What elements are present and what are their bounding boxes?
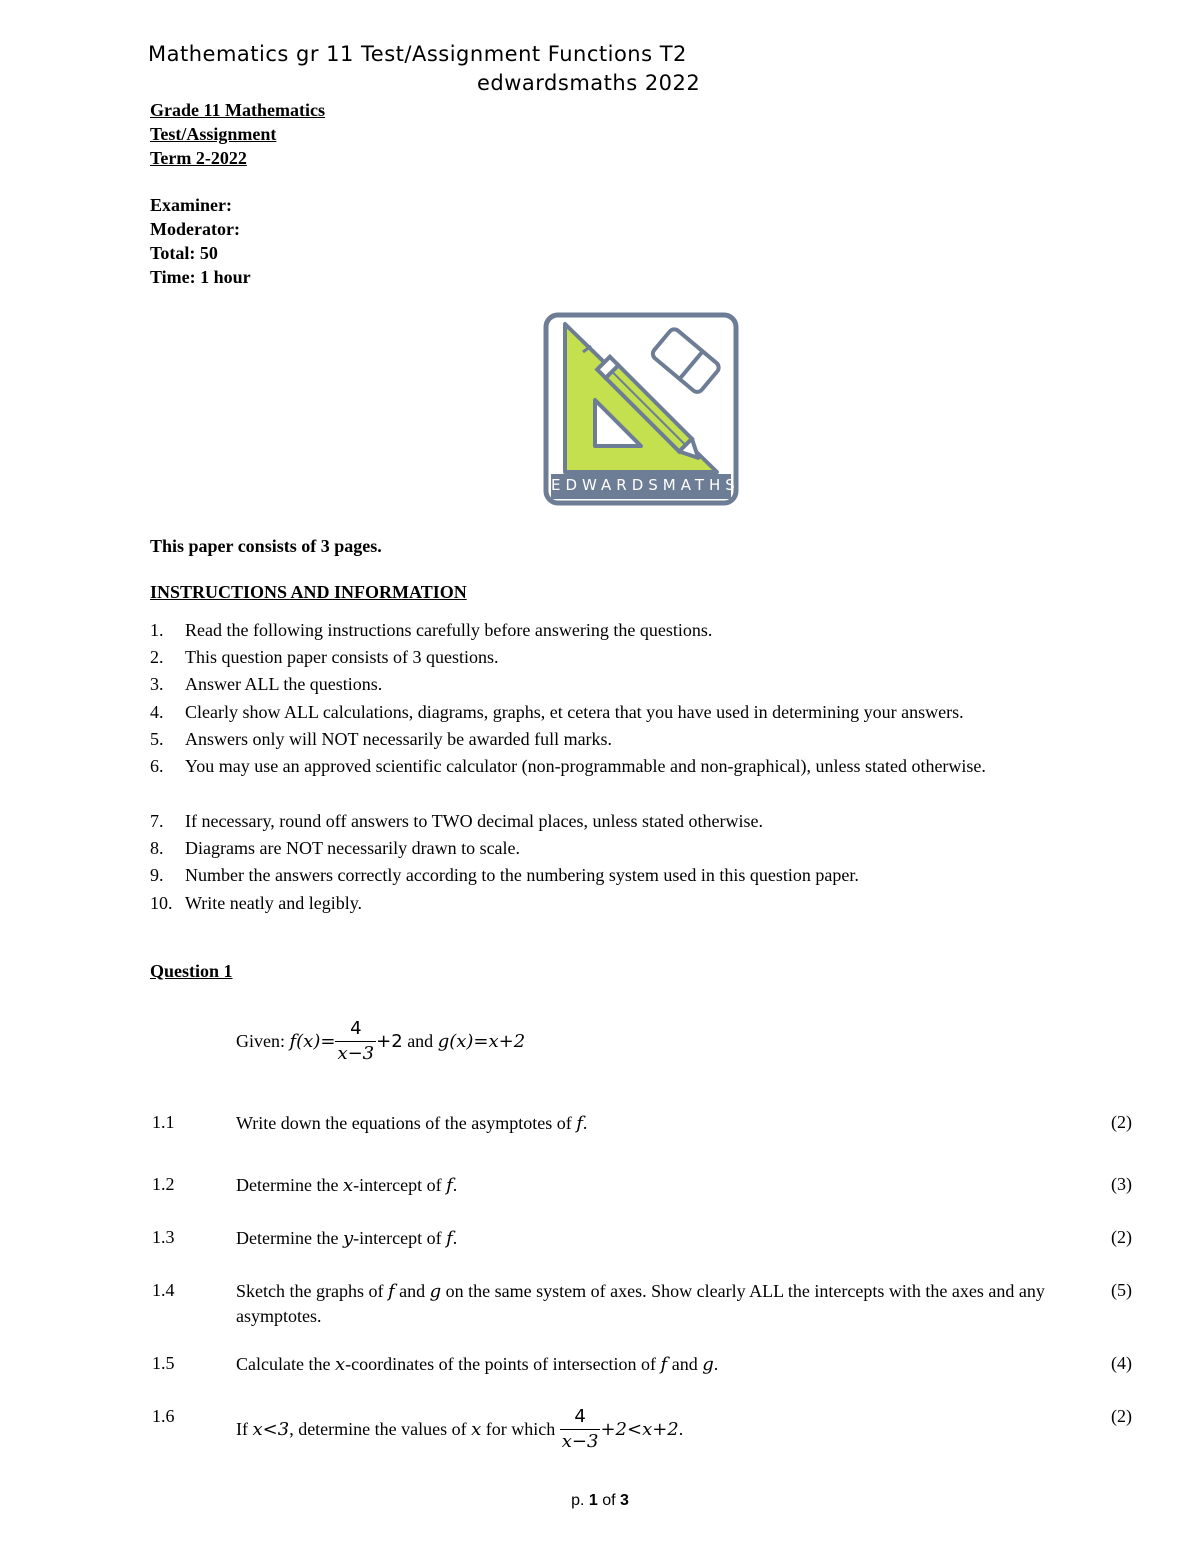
list-item-text: Number the answers correctly according to the numbering system used in this question paper.	[185, 865, 859, 885]
list-item-text: Diagrams are NOT necessarily drawn to scale.	[185, 838, 521, 858]
f-definition: f(x)=	[289, 1031, 336, 1052]
moderator: Moderator:	[150, 219, 240, 239]
list-item-number: 2.	[150, 647, 164, 667]
pages-note: This paper consists of 3 pages.	[150, 536, 382, 556]
question-text: If x<3, determine the values of x for which $\frac{4}{x-3}$ +2<x+2.	[236, 1406, 684, 1452]
f-numerator: 4	[350, 1018, 362, 1039]
list-item-text: You may use an approved scientific calculator (non-programmable and non-graphical), unless stated otherwise.	[185, 756, 986, 776]
list-item-number: 7.	[150, 811, 164, 831]
footer-prefix: p.	[571, 1492, 589, 1509]
test-type: Test/Assignment	[150, 124, 277, 144]
inequality-fraction: $\frac{4}{x-3}$	[561, 1406, 599, 1452]
question-number: 1.5	[152, 1353, 175, 1373]
list-item-text: Read the following instructions carefully before answering the questions.	[185, 620, 713, 640]
list-item-number: 4.	[150, 702, 164, 722]
list-item-number: 6.	[150, 756, 164, 776]
given-label: Given:	[236, 1031, 290, 1051]
list-item-number: 10.	[150, 893, 173, 913]
question-marks: (2)	[1111, 1227, 1132, 1247]
question-number: 1.6	[152, 1406, 175, 1426]
question-number: 1.3	[152, 1227, 175, 1247]
footer-page: 1	[588, 1492, 598, 1509]
question-number: 1.4	[152, 1280, 175, 1300]
list-item-text: If necessary, round off answers to TWO decimal places, unless stated otherwise.	[185, 811, 763, 831]
question-1-heading: Question 1	[150, 961, 233, 981]
question-text: Calculate the x-coordinates of the points of intersection of f and g.	[236, 1354, 719, 1375]
question-number: 1.1	[152, 1112, 175, 1132]
f-denominator: x−3	[337, 1043, 375, 1064]
list-item-text: Answer ALL the questions.	[185, 674, 383, 694]
grade-title: Grade 11 Mathematics	[150, 100, 325, 120]
question-marks: (4)	[1111, 1353, 1132, 1373]
question-number: 1.2	[152, 1174, 175, 1194]
question-text: Sketch the graphs of f and g on the same system of axes. Show clearly ALL the intercepts with the axes and any asymptotes.	[236, 1281, 1045, 1326]
list-item-text: Write neatly and legibly.	[185, 893, 363, 913]
page-footer	[0, 1492, 1200, 1510]
f-fraction	[335, 1017, 376, 1066]
question-text: Determine the x-intercept of f.	[236, 1175, 458, 1196]
question-marks: (3)	[1111, 1174, 1132, 1194]
list-item-number: 3.	[150, 674, 164, 694]
list-item-number: 8.	[150, 838, 164, 858]
footer-total: 3	[620, 1492, 629, 1509]
g-definition: g(x)=x+2	[437, 1031, 526, 1052]
and-text: and	[402, 1031, 438, 1051]
term: Term 2-2022	[150, 148, 247, 168]
question-marks: (2)	[1111, 1112, 1132, 1132]
total-marks: Total: 50	[150, 243, 218, 263]
list-item-text: Clearly show ALL calculations, diagrams, graphs, et cetera that you have used in determining your answers.	[185, 702, 964, 722]
question-marks: (2)	[1111, 1406, 1132, 1426]
list-item-number: 9.	[150, 865, 164, 885]
list-item-text: This question paper consists of 3 questions.	[185, 647, 499, 667]
examiner: Examiner:	[150, 195, 232, 215]
list-item-number: 5.	[150, 729, 164, 749]
header-title: Mathematics gr 11 Test/Assignment Functions T2	[148, 42, 687, 66]
edwardsmaths-logo	[543, 312, 739, 506]
instructions-heading: INSTRUCTIONS AND INFORMATION	[150, 582, 467, 602]
header-subtitle: edwardsmaths 2022	[477, 71, 701, 95]
f-tail: +2	[376, 1031, 403, 1052]
question-marks: (5)	[1111, 1280, 1132, 1300]
list-item-text: Answers only will NOT necessarily be awarded full marks.	[185, 729, 613, 749]
given-expression	[236, 1017, 525, 1066]
time-allowed: Time: 1 hour	[150, 267, 251, 287]
footer-of: of	[597, 1492, 621, 1509]
list-item-number: 1.	[150, 620, 164, 640]
logo-text: EDWARDSMATHS	[551, 476, 740, 494]
question-text: Determine the y-intercept of f.	[236, 1228, 458, 1249]
question-text: Write down the equations of the asymptotes of f.	[236, 1113, 588, 1134]
